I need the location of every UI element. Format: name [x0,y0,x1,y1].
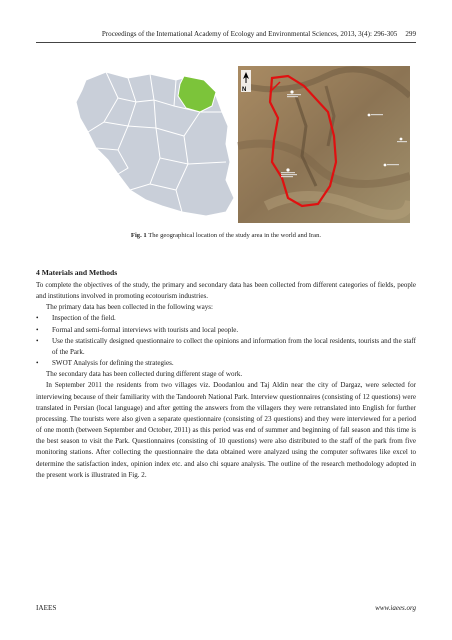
bullet-symbol: • [36,359,39,368]
list-item [36,325,416,336]
list-item-text: Inspection of the field. [52,314,116,323]
footer-publisher: IAEES [36,604,57,612]
iran-province-map [66,66,236,223]
bullet-symbol: • [36,314,39,323]
caption-text: The geographical location of the study area in the world and Iran. [146,232,322,239]
list-item [36,336,416,358]
page-number: 299 [405,30,416,38]
list-item-text: Formal and semi-formal interviews with tourists and local people. [52,325,239,334]
running-title: Proceedings of the International Academy of Ecology and Environmental Sciences, 2013, 3(4): 296-305 [101,30,398,38]
list-item-text: SWOT Analysis for defining the strategies. [52,359,174,368]
bullet-symbol: • [36,325,39,334]
running-header [36,30,416,39]
figure-caption [36,232,416,240]
paragraph-secondary-data: The secondary data has been collected during different stage of work. [46,370,243,379]
section-heading: 4 Materials and Methods [36,268,118,277]
footer-url: www.iaees.org [375,604,416,612]
caption-label: Fig. 1 [130,232,147,239]
paragraph-methodology: In September 2011 the residents from two villages viz. Doodanlou and Taj Aldin near the city of Dargaz, were selected for interviewing because of their familiarity with the Tandooreh National Park. Interview questionnaires (consisting of 12 questions) were translated in Persian (local language) and after getting the answers from the villagers they were retranslated into English for further processing. The tourists were also given a separate questionnaire (consisting of 23 questions) and they were interviewed for a period of one month (between September and October, 2011) as this period was end of summer and beginning of fall season and this time is the best season to visit the Park. Questionnaires (consisting of 10 questions) were also distributed to the staff of the park from five monitoring stations. After collecting the questionnaire the data obtained were analyzed using the computer softwares like excel to determine the satisfaction index, opinion index etc. and also chi square analysis. The outline of the research methodology adopted in the present work is illustrated in Fig. 2. [36,381,416,479]
paragraph-intro: To complete the objectives of the study, the primary and secondary data has been collected from different categories of fields, people and institutions involved in promoting ecotourism industries. [36,281,416,301]
study-area-maps [66,66,410,223]
list-item [36,358,416,369]
body-text [36,280,416,481]
north-label: N [242,87,247,93]
bullet-symbol: • [36,336,39,345]
study-area-figure [66,66,410,223]
list-item-text: Use the statistically designed questionnaire to collect the opinions and information from the local residents, tourists and the staff of the Park. [52,336,416,356]
list-item [36,313,416,324]
paragraph-primary-data: The primary data has been collected in the following ways: [46,303,213,312]
header-rule [36,42,416,43]
satellite-map [238,66,410,223]
